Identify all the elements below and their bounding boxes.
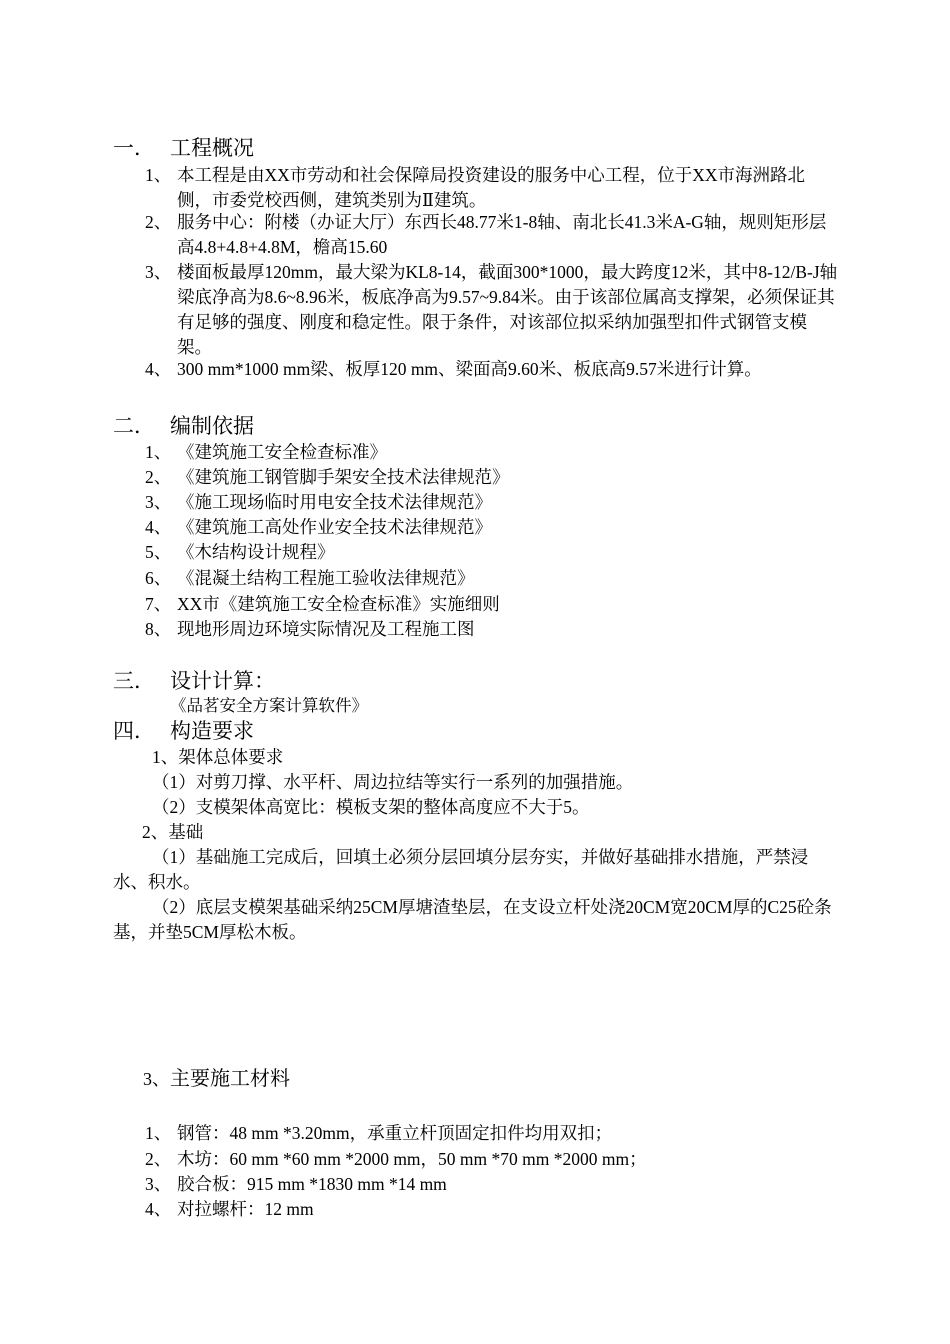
requirement-paragraph: （1）基础施工完成后，回填土必须分层回填分层夯实，并做好基础排水措施，严禁浸水、积水。: [113, 847, 809, 892]
software-name: 《品茗安全方案计算软件》: [170, 696, 368, 715]
item-text: 《混凝土结构工程施工验收法律规范》: [177, 568, 475, 588]
item-text: 现地形周边环境实际情况及工程施工图: [177, 619, 475, 639]
item-text: 《建筑施工钢管脚手架安全技术法律规范》: [177, 467, 510, 487]
item-text: 楼面板最厚120mm，最大梁为KL8-14，截面300*1000，最大跨度12米，其中8-12/B-J轴梁底净高为8.6~8.96米，板底净高为9.57~9.84米。由于该部位属高支撑架，必须保证其有足够的强度、刚度和稳定性。限于条件，对该部位拟采纳加强型扣件式钢管支模架。: [177, 262, 838, 357]
item-number: 3、: [145, 492, 172, 512]
item-text: 对拉螺杆：12 mm: [177, 1199, 314, 1219]
section-number: 三．: [113, 669, 155, 693]
item-number: 2、: [145, 467, 172, 487]
item-number: 7、: [145, 594, 172, 614]
section-heading-3: [113, 668, 275, 694]
list-item: [145, 617, 845, 642]
materials-heading: [143, 1065, 290, 1092]
section-title: 设计计算：: [170, 669, 275, 693]
section-heading-2: [113, 413, 254, 439]
item-number: 8、: [145, 619, 172, 639]
list-item: [145, 592, 845, 617]
item-text: 《木结构设计规程》: [177, 542, 335, 562]
item-text: 木坊：60 mm *60 mm *2000 mm，50 mm *70 mm *2000 mm；: [177, 1149, 647, 1169]
item-number: 2、: [145, 212, 172, 232]
item-number: 6、: [145, 568, 172, 588]
section-title: 编制依据: [170, 414, 254, 438]
item-text: 钢管：48 mm *3.20mm，承重立杆顶固定扣件均用双扣；: [177, 1123, 613, 1143]
item-number: 4、: [145, 1199, 172, 1219]
item-number: 2、: [145, 1149, 172, 1169]
section-title: 工程概况: [170, 136, 254, 160]
requirement-paragraph: （2）底层支模架基础采纳25CM厚塘渣垫层，在支设立杆处浇20CM宽20CM厚的C25砼条基，并垫5CM厚松木板。: [113, 897, 832, 942]
subsection-title: 1、架体总体要求: [152, 747, 284, 767]
list-item: [145, 465, 845, 490]
item-number: 4、: [145, 359, 172, 379]
list-item: [145, 440, 845, 465]
materials-number: 3、: [143, 1069, 170, 1089]
section-title: 构造要求: [170, 719, 254, 743]
section-number: 一．: [113, 136, 155, 160]
item-number: 3、: [145, 1174, 172, 1194]
list-item: [145, 210, 845, 260]
item-number: 1、: [145, 442, 172, 462]
material-item: [145, 1121, 845, 1146]
section-heading-1: [113, 135, 254, 161]
item-text: 《建筑施工高处作业安全技术法律规范》: [177, 517, 492, 537]
item-text: 《建筑施工安全检查标准》: [177, 442, 387, 462]
materials-title: 主要施工材料: [170, 1066, 290, 1090]
material-item: [145, 1147, 845, 1172]
item-number: 1、: [145, 165, 172, 185]
item-number: 5、: [145, 542, 172, 562]
section-number: 四．: [113, 719, 155, 743]
requirement-item: （1）对剪刀撑、水平杆、周边拉结等实行一系列的加强措施。: [152, 772, 634, 792]
material-item: [145, 1172, 845, 1197]
item-number: 4、: [145, 517, 172, 537]
section-number: 二．: [113, 414, 155, 438]
item-text: XX市《建筑施工安全检查标准》实施细则: [177, 594, 500, 614]
list-item: [145, 515, 845, 540]
list-item: [145, 357, 845, 382]
list-item: [145, 260, 845, 360]
requirement-item: （2）支模架体高宽比：模板支架的整体高度应不大于5。: [152, 797, 590, 817]
list-item: [145, 490, 845, 515]
list-item: [145, 540, 845, 565]
item-text: 《施工现场临时用电安全技术法律规范》: [177, 492, 492, 512]
list-item: [145, 163, 845, 213]
subsection-title: 2、基础: [142, 822, 204, 842]
item-text: 300 mm*1000 mm梁、板厚120 mm、梁面高9.60米、板底高9.57米进行计算。: [177, 359, 762, 379]
section-heading-4: [113, 718, 254, 744]
item-number: 1、: [145, 1123, 172, 1143]
list-item: [145, 566, 845, 591]
item-text: 本工程是由XX市劳动和社会保障局投资建设的服务中心工程，位于XX市海洲路北侧，市委党校西侧，建筑类别为Ⅱ建筑。: [177, 165, 806, 210]
item-text: 服务中心：附楼（办证大厅）东西长48.77米1-8轴、南北长41.3米A-G轴，规则矩形层高4.8+4.8+4.8M，檐高15.60: [177, 212, 827, 257]
material-item: [145, 1197, 845, 1222]
item-text: 胶合板：915 mm *1830 mm *14 mm: [177, 1174, 447, 1194]
item-number: 3、: [145, 262, 172, 282]
